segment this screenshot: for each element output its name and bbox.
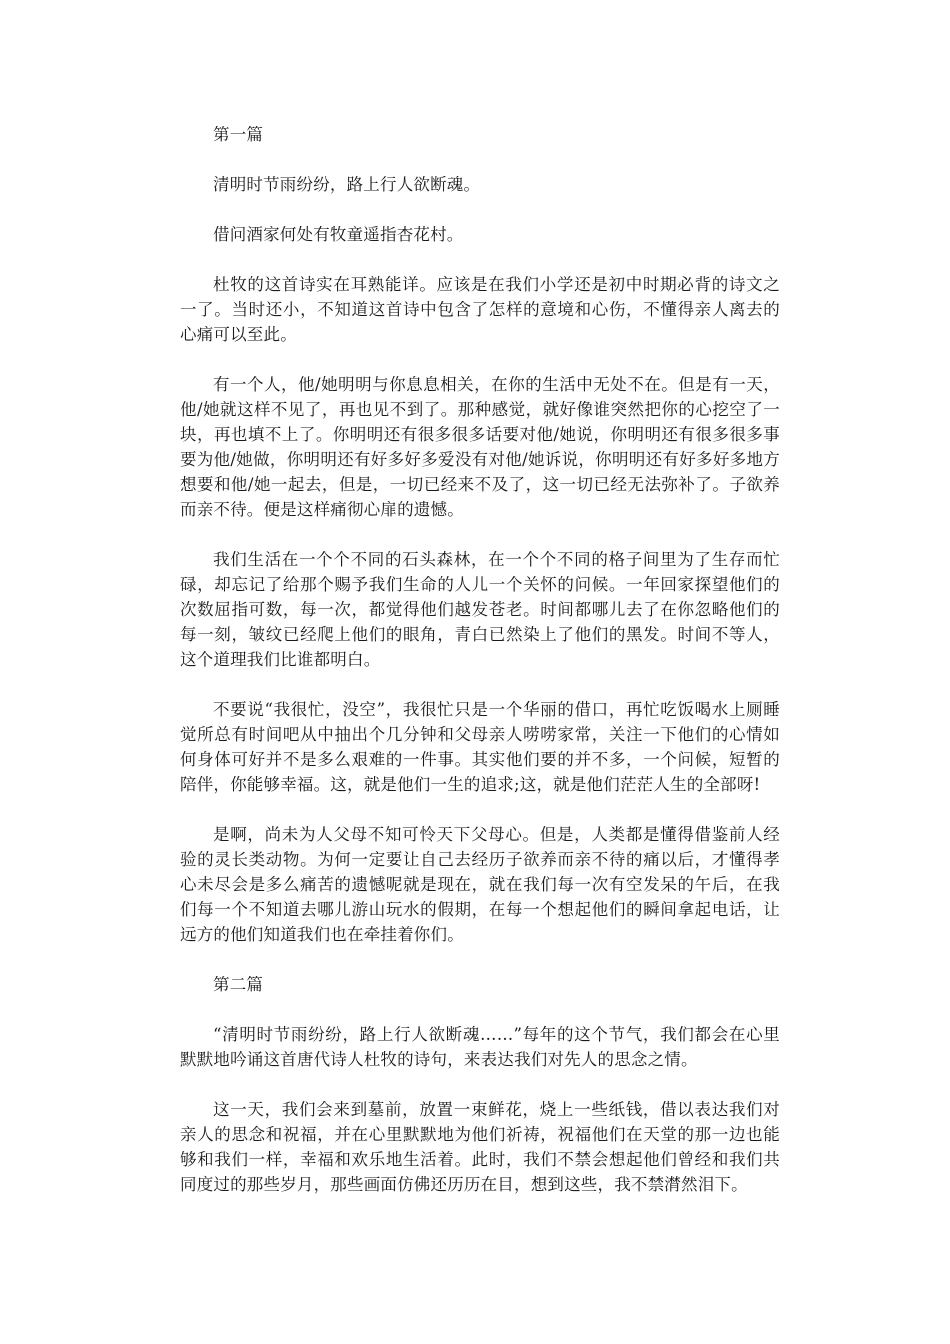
- paragraph: “清明时节雨纷纷，路上行人欲断魂……”每年的这个节气，我们都会在心里默默地吟诵这首唐代诗人杜牧的诗句，来表达我们对先人的思念之情。: [180, 1025, 780, 1069]
- paragraph: 这一天，我们会来到墓前，放置一束鲜花，烧上一些纸钱，借以表达我们对亲人的思念和祝福，并在心里默默地为他们祈祷，祝福他们在天堂的那一边也能够和我们一样，幸福和欢乐地生活着。此时，我们不禁会想起他们曾经和我们共同度过的那些岁月，那些画面仿佛还历历在目，想到这些，我不禁潸然泪下。: [180, 1100, 780, 1194]
- paragraph: 我们生活在一个个不同的石头森林，在一个个不同的格子间里为了生存而忙碌，却忘记了给那个赐予我们生命的人儿一个关怀的问候。一年回家探望他们的次数屈指可数，每一次，都觉得他们越发苍老。时间都哪儿去了在你忽略他们的每一刻，皱纹已经爬上他们的眼角，青白已然染上了他们的黑发。时间不等人，这个道理我们比谁都明白。: [180, 550, 780, 669]
- poem-line-1: 清明时节雨纷纷，路上行人欲断魂。: [213, 175, 481, 194]
- section-heading-1: 第一篇: [213, 125, 264, 144]
- paragraph: 杜牧的这首诗实在耳熟能详。应该是在我们小学还是初中时期必背的诗文之一了。当时还小，不知道这首诗中包含了怎样的意境和心伤，不懂得亲人离去的心痛可以至此。: [180, 275, 780, 344]
- paragraph: 有一个人，他/她明明与你息息相关，在你的生活中无处不在。但是有一天，他/她就这样不见了，再也见不到了。那种感觉，就好像谁突然把你的心挖空了一块，再也填不上了。你明明还有很多很多话要对他/她说，你明明还有很多很多事要为他/她做，你明明还有好多好多爱没有对他/她诉说，你明明还有好多好多地方想要和他/她一起去，但是，一切已经来不及了，这一切已经无法弥补了。子欲养而亲不待。便是这样痛彻心扉的遗憾。: [180, 375, 780, 519]
- section-heading-2: 第二篇: [213, 975, 264, 994]
- document-body: [180, 122, 780, 1222]
- paragraph: 是啊，尚未为人父母不知可怜天下父母心。但是，人类都是懂得借鉴前人经验的灵长类动物。为何一定要让自己去经历子欲养而亲不待的痛以后，才懂得孝心未尽会是多么痛苦的遗憾呢就是现在，就在我们每一次有空发呆的午后，在我们每一个不知道去哪儿游山玩水的假期，在每一个想起他们的瞬间拿起电话，让远方的他们知道我们也在牵挂着你们。: [180, 825, 780, 944]
- paragraph: 不要说“我很忙，没空”，我很忙只是一个华丽的借口，再忙吃饭喝水上厕睡觉所总有时间吧从中抽出个几分钟和父母亲人唠唠家常，关注一下他们的心情如何身体可好并不是多么艰难的一件事。其实他们要的并不多，一个问候，短暂的陪伴，你能够幸福。这，就是他们一生的追求;这，就是他们茫茫人生的全部呀!: [180, 700, 780, 794]
- poem-line-2: 借问酒家何处有牧童遥指杏花村。: [213, 225, 464, 244]
